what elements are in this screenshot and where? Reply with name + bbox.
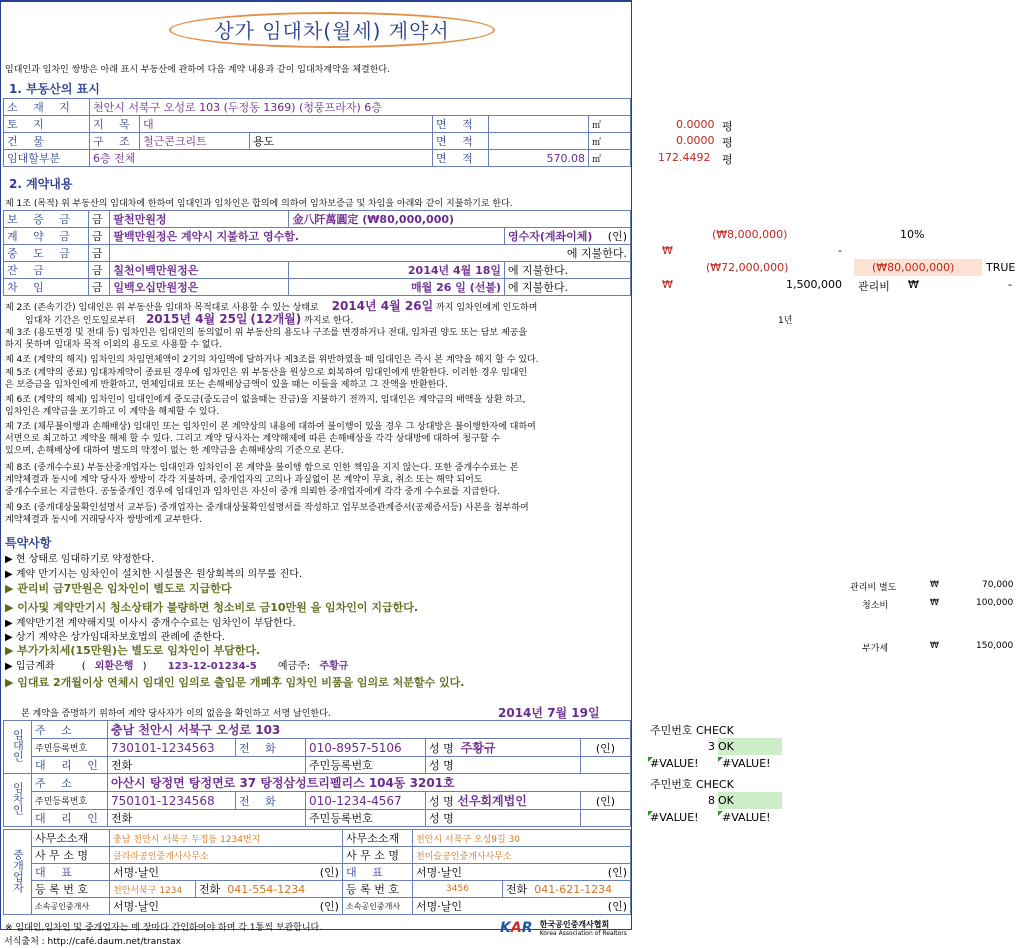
balance-label: 잔 금: [4, 262, 89, 279]
document-title: 상가 임대차(월세) 계약서: [214, 19, 450, 43]
article2-date1: 2014년 4월 26일: [331, 299, 434, 313]
side-vat-won: ₩: [930, 641, 939, 651]
article2-text2: 까지 임차인에게 인도하며: [436, 303, 538, 313]
special-item-7: ▶ 부가가치세(15만원)는 별도로 임차인이 부담한다.: [5, 644, 261, 657]
office1-addr-label: 사무소소재: [32, 830, 110, 847]
account-holder: 주황규: [319, 661, 349, 672]
lessee-id-label: 주민등록번호: [32, 792, 108, 810]
contract-seal: (인): [607, 230, 627, 243]
side-rent-won: ₩: [662, 278, 673, 291]
check-err2-1: #VALUE!: [722, 757, 771, 770]
deposit-label: 보 증 금: [4, 211, 89, 228]
intro-text: 임대인과 임차인 쌍방은 아래 표시 부동산에 관하여 다음 계약 내용과 같이 임대차계약을 체결한다.: [5, 65, 390, 75]
special-item-8: ▶ 임대료 2개월이상 연체시 임대인 임의로 출입문 개폐후 임차인 비품을 임의로 처분할수 있다.: [5, 676, 465, 689]
side-total-amount: (₩80,000,000): [854, 259, 982, 276]
office2-addr-label: 사무소소재: [342, 830, 412, 847]
article7: 제 7조 (채무불이행과 손해배상) 임대인 또는 임차인이 본 계약상의 내용에 대하여 불이행이 있을 경우 그 상대방은 불이행한자에 대하여 서면으로 최고하고 계약을 해제 할 수 있다. 그리고 계약 당사자는 계약해제에 따른 손해배상을 각각 상대방에 대하여 청구할 수 있으며, 손해배상에 대하여 별도의 약정이 없는 한 계약금을 손해배상의 기준으로 본다.: [5, 422, 536, 456]
deposit-value: 팔천만원정: [110, 211, 289, 228]
side-cleaning-label: 청소비: [862, 601, 889, 611]
check-num-1: 3: [708, 740, 715, 753]
special-item-5: ▶ 계약만기전 계약해지및 이사시 중개수수료는 임차인이 부담한다.: [5, 618, 296, 629]
lessor-id: 730101-1234563: [108, 739, 236, 757]
office2-seal: (인): [607, 866, 627, 879]
rent-label: 차 임: [4, 279, 89, 296]
footer-source: 서식출처 : http://café.daum.net/transtax: [4, 937, 182, 947]
deposit-prefix: 금: [88, 211, 110, 228]
property-table: [3, 98, 631, 167]
special-item-1: ▶ 현 상태로 임대하기로 약정한다.: [5, 554, 155, 565]
side-middle-won: ₩: [662, 244, 673, 257]
lessee-agent-phone-label: 전화: [108, 810, 306, 827]
office1-reg: 천안서북구 1234: [110, 881, 196, 898]
article4: 제 4조 (계약의 해지) 임차인의 차임연체액이 2기의 차임액에 달하거나 제3조를 위반하였을 때 임대인은 즉시 본 계약을 해지 할 수 있다.: [5, 355, 539, 365]
lessor-addr-label: 주 소: [32, 721, 108, 739]
side-mgmt-dash: -: [1008, 278, 1012, 291]
rent-prefix: 금: [88, 279, 110, 296]
building-label: 건 물: [4, 133, 90, 150]
check-num-2: 8: [708, 794, 715, 807]
side-pyeong-2: 0.0000: [676, 134, 715, 147]
office2-rep-label: 대 표: [342, 864, 412, 881]
deposit-hanja: 金八阡萬圓定 (₩80,000,000): [289, 211, 631, 228]
rent-part-label: 임대할부분: [4, 150, 90, 167]
lessor-agent-id-label: 주민등록번호: [306, 757, 426, 774]
side-vat-amount: 150,000: [976, 641, 1014, 651]
side-mgmt-won: ₩: [908, 278, 919, 291]
office1-phone-label: 전화: [199, 883, 221, 896]
article1-text: 제 1조 (목적) 위 부동산의 임대차에 한하여 임대인과 임차인은 합의에 의하여 임차보증금 및 차임을 아래와 같이 지불하기로 한다.: [5, 199, 513, 209]
lessor-agent-name-label: 성 명: [426, 757, 581, 774]
section1-heading: 1. 부동산의 표시: [9, 82, 100, 96]
check-label-2: 주민번호 CHECK: [650, 778, 734, 791]
check-ok-1: OK: [718, 738, 782, 755]
office1-seal: (인): [319, 866, 339, 879]
rent-area-unit: ㎡: [589, 150, 631, 167]
account-prefix: ▶ 입금계좌: [5, 661, 55, 672]
broker-table: [3, 829, 631, 915]
bank-account-line: ▶ 입금계좌 ( 외환은행 ) 123-12-01234-5 예금주: 주황규: [5, 661, 349, 672]
middle-payment-prefix: 금: [88, 245, 110, 262]
lessee-agent-name-label: 성 명: [426, 810, 581, 827]
title-oval: [169, 12, 495, 48]
account-number: 123-12-01234-5: [167, 661, 257, 672]
land-label: 토 지: [4, 116, 90, 133]
lessor-name-label: 성 명: [429, 742, 454, 755]
lessor-agent-label: 대 리 인: [32, 757, 108, 774]
jimok-value: 대: [140, 116, 433, 133]
lessee-agent-id-label: 주민등록번호: [306, 810, 426, 827]
office1-sign-label: 서명·날인: [113, 866, 160, 879]
middle-payment-label: 중 도 금: [4, 245, 89, 262]
parties-table: [3, 720, 631, 827]
article5: 제 5조 (계약의 종료) 임대차계약이 종료된 경우에 임차인은 위 부동산을 원상으로 회복하여 임대인에게 반환한다. 이러한 경우 임대인 은 보증금을 임차인에게 반환하고, 연체임대료 또는 손해배상금액이 있을 때는 이들을 제하고 그 잔액을 반환한다.: [5, 368, 528, 390]
jimok-label: 지 목: [90, 116, 140, 133]
office2-agent-label: 소속공인중개사: [342, 898, 412, 915]
balance-tail: 에 지불한다.: [505, 262, 631, 279]
office2-reg: 3456: [412, 881, 502, 898]
lessor-addr: 충남 천안시 서북구 오성로 103: [108, 721, 631, 739]
side-vat-label: 부가세: [862, 644, 889, 654]
lessor-agent-phone-label: 전화: [108, 757, 306, 774]
article2-text3: 임대차 기간은 인도일로부터: [25, 316, 136, 326]
lessee-phone: 010-1234-4567: [306, 792, 426, 810]
balance-prefix: 금: [88, 262, 110, 279]
location-value: 천안시 서북구 오성로 103 (두정동 1369) (청풍프라자) 6층: [90, 99, 631, 116]
office1-agent-label: 소속공인중개사: [32, 898, 110, 915]
office2-reg-label: 등 록 번 호: [342, 881, 412, 898]
lessor-id-label: 주민등록번호: [32, 739, 108, 757]
side-mgmt-fee-amount: 70,000: [982, 580, 1014, 590]
office2-addr: 천안시 서북구 오성9길 30: [412, 830, 630, 847]
check-label-1: 주민번호 CHECK: [650, 724, 734, 737]
lessor-name: 주황규: [460, 741, 496, 755]
side-period: 1년: [778, 316, 793, 326]
payment-table: [3, 210, 631, 296]
lessor-phone-label: 전 화: [236, 739, 306, 757]
office1-rep-label: 대 표: [32, 864, 110, 881]
office1-addr: 충남 천안시 서북구 두정동 1234번지: [110, 830, 343, 847]
balance-value: 칠천이백만원정은: [110, 262, 289, 279]
closing-date: 2014년 7월 19일: [498, 706, 600, 720]
structure-value: 철근콘크리트: [140, 133, 250, 150]
lessee-agent-label: 대 리 인: [32, 810, 108, 827]
office2-phone-label: 전화: [505, 883, 528, 896]
article2-date2: 2015년 4월 25일: [145, 312, 248, 326]
office1-reg-label: 등 록 번 호: [32, 881, 110, 898]
lessor-phone: 010-8957-5106: [306, 739, 426, 757]
section2-heading: 2. 계약내용: [9, 177, 73, 191]
side-cleaning-amount: 100,000: [976, 598, 1014, 608]
office1-agent-seal: (인): [319, 900, 339, 913]
rent-area-value: 570.08: [489, 150, 589, 167]
special-item-3: ▶ 관리비 금7만원은 임차인이 별도로 지급한다: [5, 582, 232, 595]
lessee-addr: 아산시 탕정면 탕정면로 37 탕정삼성트리펠리스 104동 3201호: [108, 774, 631, 792]
logo-subtext: Korea Association of Realtors: [539, 930, 627, 937]
office2-agent-sign: 서명·날인: [415, 900, 462, 913]
check-err2-2: #VALUE!: [722, 811, 771, 824]
land-area-label: 면 적: [433, 116, 489, 133]
lessor-group-label: 임대인: [11, 729, 25, 762]
lessee-name: 선우회계법인: [457, 794, 527, 808]
rent-date: 매월 26 일 (선불): [289, 279, 505, 296]
side-mgmt-fee-label: 관리비 별도: [850, 583, 897, 593]
office1-name: 클라라공인중개사사무소: [110, 847, 343, 864]
office2-agent-seal: (인): [607, 900, 627, 913]
rent-tail: 에 지불한다.: [505, 279, 631, 296]
broker-group-label: 중개업자: [11, 848, 25, 893]
contract-deposit-label: 계 약 금: [4, 228, 89, 245]
office2-sign-label: 서명·날인: [415, 866, 462, 879]
office1-agent-sign: 서명·날인: [113, 900, 160, 913]
side-middle-dash: -: [838, 244, 842, 257]
side-total-check: TRUE: [986, 261, 1016, 274]
structure-label: 구 조: [90, 133, 140, 150]
lessee-name-label: 성 명: [429, 795, 454, 808]
lessee-id: 750101-1234568: [108, 792, 236, 810]
office2-name: 천미슬공인중개사사무소: [412, 847, 630, 864]
contract-deposit-value: 팔백만원정은 계약시 지불하고 영수함.: [110, 228, 505, 245]
article3: 제 3조 (용도변경 및 전대 등) 임차인은 임대인의 동의없이 위 부동산의 용도나 구조를 변경하거나 전대, 임차권 양도 또는 담보 제공을 하지 못하며 임대차 목적 이외의 용도로 사용할 수 없다.: [5, 328, 528, 350]
office1-name-label: 사 무 소 명: [32, 847, 110, 864]
footer-note: ※ 임대인,임차인 및 중개업자는 매 장마다 간인하여야 하며 각 1통씩 보관합니다.: [5, 923, 323, 933]
account-holder-label: 예금주:: [277, 661, 311, 672]
side-pyeong-1: 0.0000: [676, 118, 715, 131]
rent-area-label: 면 적: [433, 150, 489, 167]
article2-line2: [25, 313, 353, 327]
lessee-seal: (인): [581, 792, 631, 810]
use-label: 용도: [250, 133, 433, 150]
side-contract-amount: (₩8,000,000): [712, 228, 788, 241]
building-area-label: 면 적: [433, 133, 489, 150]
rent-value: 일백오십만원정은: [110, 279, 289, 296]
article6: 제 6조 (계약의 해제) 임차인이 임대인에게 중도금(중도금이 없을때는 잔금)을 지불하기 전까지, 임대인은 계약금의 배액을 상환 하고, 임차인은 계약금을 포기하고 이 계약을 해제할 수 있다.: [5, 395, 526, 417]
special-item-2: ▶ 계약 만기시는 임차인이 설치한 시설물은 원상회복의 의무를 진다.: [5, 569, 303, 580]
side-pyeong-unit-2: 평: [722, 136, 733, 149]
land-area-unit: ㎡: [589, 116, 631, 133]
side-pyeong-unit-1: 평: [722, 120, 733, 133]
special-heading: 특약사항: [5, 536, 52, 550]
receiver-label: 영수자(계좌이체): [508, 230, 593, 243]
office2-phone: 041-621-1234: [534, 883, 613, 896]
check-err1-1: #VALUE!: [650, 757, 699, 770]
special-item-4: ▶ 이사및 계약만기시 청소상태가 불량하면 청소비로 금10만원 을 임차인이 지급한다.: [5, 601, 419, 614]
side-balance-amount: (₩72,000,000): [706, 261, 789, 274]
office1-phone: 041-554-1234: [227, 883, 306, 896]
side-contract-pct: 10%: [900, 228, 925, 241]
middle-payment-tail: 에 지불한다.: [110, 245, 631, 262]
contract-deposit-prefix: 금: [88, 228, 110, 245]
side-pyeong-3: 172.4492: [658, 151, 711, 164]
kar-logo: [500, 920, 627, 938]
location-label: 소 재 지: [4, 99, 90, 116]
lessee-group-label: 임차인: [11, 782, 25, 815]
lessee-phone-label: 전 화: [236, 792, 306, 810]
office2-name-label: 사 무 소 명: [342, 847, 412, 864]
check-ok-2: OK: [718, 792, 782, 809]
balance-date: 2014년 4월 18일: [289, 262, 505, 279]
logo-text: 한국공인중개사협회: [539, 920, 610, 929]
account-bank: 외환은행: [94, 661, 134, 672]
logo-mark-icon: KAR: [500, 920, 533, 936]
check-err1-2: #VALUE!: [650, 811, 699, 824]
side-cleaning-won: ₩: [930, 598, 939, 608]
special-item-6: ▶ 상기 계약은 상가임대차보호법의 관례에 준한다.: [5, 632, 225, 643]
article2-months: (12개월): [250, 312, 302, 326]
closing-text: 본 계약을 증명하기 위하여 계약 당사자가 이의 없음을 확인하고 서명 날인한다.: [21, 709, 331, 719]
lessee-addr-label: 주 소: [32, 774, 108, 792]
building-area-unit: ㎡: [589, 133, 631, 150]
article8: 제 8조 (중개수수료) 부동산중개업자는 임대인과 임차인이 본 계약을 불이행 함으로 인한 책임을 지지 않는다. 또한 중개수수료는 본 계약체결과 동시에 계약 당사자 쌍방이 각각 지불하며, 중개업자의 고의나 과실없이 본 계약이 무효, 취소 또는 해약 되어도 중개수수료는 지급한다. 공동중개인 경우에 임대인과 임차인은 자신이 중개 의뢰한 중개업자에게 각각 중개 수수료를 지급한다.: [5, 463, 519, 497]
side-mgmt-label: 관리비: [858, 280, 890, 293]
side-mgmt-fee-won: ₩: [930, 580, 939, 590]
lessor-seal: (인): [581, 739, 631, 757]
article2-text4: 까지로 한다.: [304, 316, 354, 326]
side-rent-amount: 1,500,000: [786, 278, 842, 291]
article2-text1: 제 2조 (존속기간) 임대인은 위 부동산을 임대차 목적대로 사용할 수 있는 상태로: [5, 303, 319, 313]
article9: 제 9조 (중개대상물확인설명서 교부등) 중개업자는 중개대상물확인설명서를 작성하고 업무보증관계증서(공제증서등) 사본을 첨부하여 계약체결과 동시에 거래당사자 쌍방에게 교부한다.: [5, 503, 529, 525]
side-pyeong-unit-3: 평: [722, 153, 733, 166]
rent-part-value: 6층 전체: [90, 150, 433, 167]
